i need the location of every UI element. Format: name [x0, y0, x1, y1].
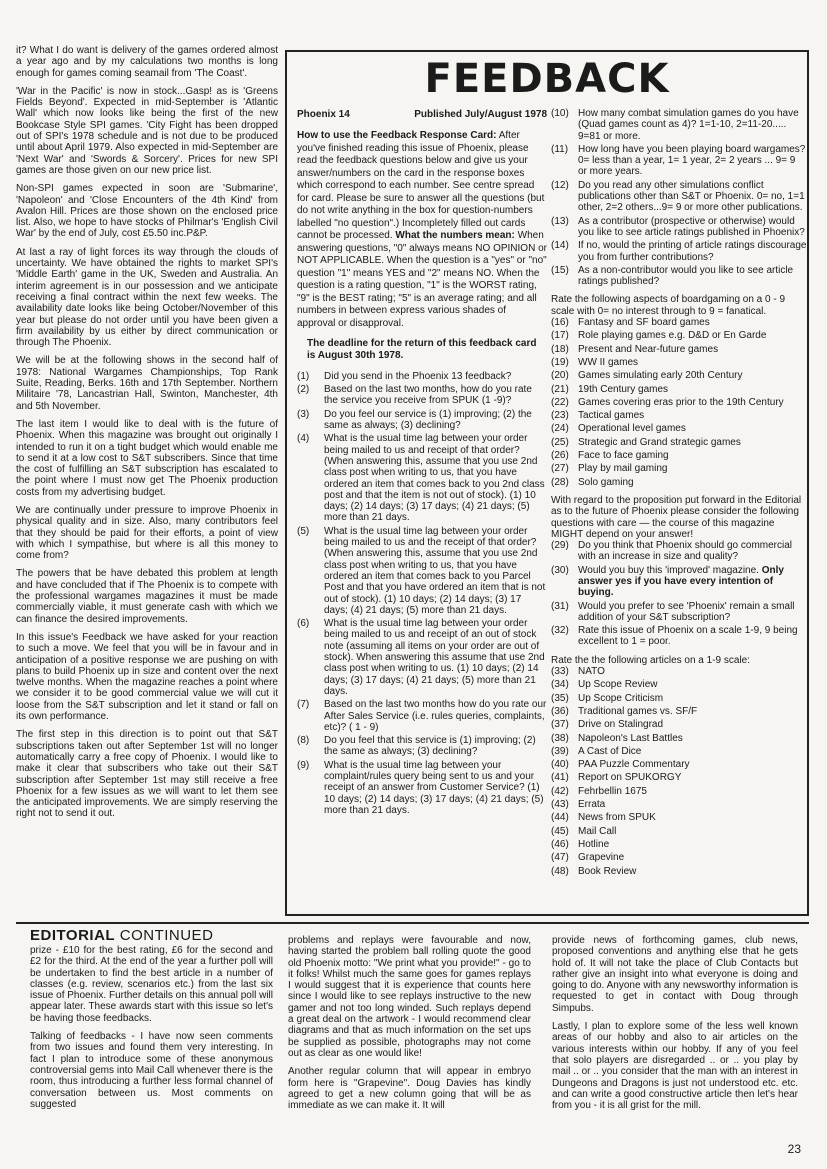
question-text — [578, 733, 807, 744]
question-body: What is the usual time lag between your order being mailed to us and receipt of that order? (When answering this, assume that you use 2nd class post when writing to us, that you have ordered an item that comes back to you 2nd class post and that the item is not out of stock). (1) 10 days; (2) 14 days; (3) 17 days; (4) 21 days; (5) more than 21 days. — [324, 433, 545, 524]
question-item — [551, 706, 807, 717]
question-item — [551, 144, 807, 178]
paragraph: At last a ray of light forces its way through the clouds of uncertainty. We have obtained the rights to market SPI's 'Middle Earth' game in the UK, Sweden and Australia. An interim agreement is in our possession and we anticipate receiving a final contract within the next few weeks. The availability date looks like being October/November of this year but please do not order until you have been given a firm availability by us either by direct communication or through The Phoenix. — [16, 246, 278, 349]
question-number: (31) — [551, 600, 569, 612]
question-body: Traditional games vs. SF/F — [578, 705, 698, 717]
question-body: Based on the last two months how do you rate our After Sales Service (i.e. rules queries, complaints, etc)? ( 1 - 9) — [324, 699, 547, 733]
question-list — [297, 371, 547, 816]
question-number: (22) — [551, 396, 569, 408]
question-text — [578, 144, 807, 178]
question-number: (36) — [551, 705, 569, 717]
question-body: Present and Near-future games — [578, 343, 719, 355]
question-number: (26) — [551, 450, 569, 462]
question-item — [551, 679, 807, 690]
question-text — [578, 679, 807, 690]
instructions-body: After you've finished reading this issue of Phoenix, please read the feedback questions below and give us your answer/numbers on the card in the response boxes which correspond to each number. See centre spread for card. Please be sure to answer all the questions (but do not write anything in the box for question-numbers labelled "no question".) Incompletely filled out cards cannot be processed. — [297, 130, 545, 242]
published-label: Published July/August 1978 — [414, 109, 547, 120]
question-item — [551, 216, 807, 239]
question-text — [324, 371, 547, 382]
question-body: Do you feel that this service is (1) improving; (2) the same as always; (3) declining? — [324, 735, 536, 758]
question-text — [578, 410, 807, 421]
question-text — [578, 180, 807, 214]
question-body: Mail Call — [578, 825, 617, 837]
question-text — [324, 409, 547, 432]
question-text — [324, 526, 547, 616]
paragraph: Lastly, I plan to explore some of the less well known areas of our hobby and also to air articles on the various interests within our hobby. If any of you feel that solo players are disregarded .. or .. you play by mail .. or .. you consider that the man with an interest in Dungeons and Dragons is just not understood etc. etc. and can write a good constructive article then let's hear from you - it is all grist for the mill. — [552, 1021, 798, 1112]
question-body: Fantasy and SF board games — [578, 317, 710, 329]
question-number: (30) — [551, 564, 569, 576]
question-number: (21) — [551, 383, 569, 395]
question-body: Report on SPUKORGY — [578, 772, 682, 784]
question-number: (4) — [297, 433, 310, 445]
question-body: If no, would the printing of article ratings discourage you from further contributions? — [578, 240, 807, 263]
question-number: (1) — [297, 370, 310, 382]
instructions-lead: How to use the Feedback Response Card: — [297, 130, 497, 142]
question-item — [297, 735, 547, 758]
question-item — [297, 409, 547, 432]
question-text — [578, 330, 807, 341]
question-item — [551, 786, 807, 797]
question-number: (48) — [551, 865, 569, 877]
future-question-list — [551, 540, 807, 623]
question-item: (32) Rate this issue of Phoenix on a scale 1-9, 9 being excellent to 1 = poor. — [551, 625, 798, 648]
question-text — [578, 706, 807, 717]
paragraph: Talking of feedbacks - I have now seen comments from two issues and found them very interesting. In fact I plan to introduce some of these anonymous controversial gems into Mail Call whenever there is the room, thus introducing a further less formal channel of conversation between us. Most comments on suggested — [30, 1031, 273, 1110]
question-item — [551, 477, 807, 488]
question-number: (6) — [297, 618, 310, 630]
question-body: Strategic and Grand strategic games — [578, 436, 741, 448]
question-body: 19th Century games — [578, 383, 669, 395]
deadline: The deadline for the return of this feedback card is August 30th 1978. — [307, 338, 537, 361]
question-number: (8) — [297, 735, 310, 747]
question-text — [578, 799, 807, 810]
question-body: What is the usual time lag between your complaint/rules query being sent to us and your receipt of an answer from Customer Service? (1) 10 days; (2) 14 days; (3) 17 days; (4) 21 days; (5) more than 21 days. — [324, 759, 544, 816]
question-item — [551, 410, 807, 421]
question-body: Face to face gaming — [578, 450, 669, 462]
question-item — [551, 108, 807, 142]
question-number: (3) — [297, 408, 310, 420]
question-item — [551, 437, 807, 448]
question-body: NATO — [578, 666, 605, 678]
article-list — [551, 666, 807, 877]
question-text — [578, 666, 807, 677]
question-text — [578, 370, 807, 381]
question-text — [578, 463, 807, 474]
question-number: (17) — [551, 330, 569, 342]
question-text — [578, 357, 807, 368]
question-body: Games covering eras prior to the 19th Century — [578, 396, 784, 408]
question-number: (18) — [551, 343, 569, 355]
question-body: Errata — [578, 799, 606, 811]
question-text — [578, 437, 807, 448]
question-item — [551, 866, 807, 877]
question-body: Up Scope Review — [578, 679, 658, 691]
question-emphasis: Only answer yes if you have every intention of buying. — [578, 564, 784, 599]
paragraph: it? What I do want is delivery of the games ordered almost a year ago and by my calculations two months is long enough for games coming seamail from 'The Coast'. — [16, 45, 278, 79]
question-body: Operational level games — [578, 423, 686, 435]
feedback-column-right — [551, 108, 807, 879]
question-item — [551, 759, 807, 770]
question-text — [324, 384, 547, 407]
question-number: (35) — [551, 692, 569, 704]
paragraph: We will be at the following shows in the second half of 1978: National Wargames Championships, Top Rank Suite, Reading, Berks. 16th and 17th September. Northern Militaire '78, Lancastrian Hall, Swinton, Manchester, 4th and 5th November. — [16, 355, 278, 412]
question-text — [578, 384, 807, 395]
aspect-list — [551, 317, 807, 488]
question-number: (27) — [551, 463, 569, 475]
question-text — [578, 477, 807, 488]
question-text — [578, 852, 807, 863]
articles-intro: Rate the the following articles on a 1-9 scale: — [551, 654, 750, 666]
question-item — [297, 526, 547, 616]
numbers-body: When answering questions, "0" always means NO OPINION or NOT APPLICABLE. When the question is a "yes" or "no" question "1" means YES and "2" means NO. When the question is a rating question, "1" is the WORST rating, "9" is the BEST rating; "5" is an average rating; and all numbers in between express various shades of approval or disapproval. — [297, 230, 547, 329]
question-body: Book Review — [578, 865, 637, 877]
question-text — [578, 866, 807, 877]
question-item — [551, 370, 807, 381]
question-body: Based on the last two months, how do you rate the service you receive from SPUK (1 -9)? — [324, 384, 532, 407]
feedback-column-left — [297, 109, 547, 818]
feedback-title: FEEDBACK — [424, 56, 670, 102]
question-text — [578, 423, 807, 434]
question-body: As a non-contributor would you like to see article ratings published? — [578, 264, 794, 288]
question-item — [297, 433, 547, 523]
question-item — [297, 618, 547, 697]
question-text — [578, 240, 807, 263]
question-text — [324, 618, 547, 697]
question-body: Do you feel our service is (1) improving; (2) the same as always; (3) declining? — [324, 408, 532, 432]
paragraph: We are continually under pressure to improve Phoenix in physical quality and in size. Also, many contributors feel that they should be paid for their efforts, a point of view with which I sympathise, but where is all this money to come from? — [16, 504, 278, 562]
question-item — [551, 719, 807, 730]
paragraph: The powers that be have debated this problem at length and have concluded that if The Phoenix is to compete with the professional wargames magazines it must be made commercially viable, it must generate cash with which we can finance the desired improvements. — [16, 568, 278, 625]
question-body: What is the usual time lag between your order being mailed to us and the receipt of that order? (When answering this, assume that you use 2nd class post when writing to us, that you have ordered an item that comes back to you Parcel Post and that you have ordered an item that is not out of stock). (1) 10 days; (2) 14 days; (3) 17 days; (4) 21 days; (5) more than 21 days. — [324, 525, 546, 616]
question-text — [578, 839, 807, 850]
question-item — [551, 357, 807, 368]
question-item — [551, 540, 807, 563]
question-number: (42) — [551, 785, 569, 797]
question-text — [578, 759, 807, 770]
question-text — [578, 397, 807, 408]
question-body: Games simulating early 20th Century — [578, 370, 743, 382]
question-body: Do you read any other simulations conflict publications other than S&T or Phoenix. 0= no, 1=1 other, 2=2 others...9= 9 or more other publications. — [578, 179, 805, 214]
question-body: Solo gaming — [578, 476, 634, 488]
question-item — [551, 423, 807, 434]
question-body: Fehrbellin 1675 — [578, 785, 647, 797]
question-body: How many combat simulation games do you have (Quad games count as 4)? 1=1-10, 2=11-20..... 9=81 or more. — [578, 108, 799, 142]
question-number: (16) — [551, 317, 569, 329]
question-body: Drive on Stalingrad — [578, 719, 664, 731]
question-item — [551, 565, 807, 599]
question-body: As a contributor (prospective or otherwise) would you like to see article ratings published in Phoenix? — [578, 215, 805, 238]
question-text — [578, 601, 807, 624]
paragraph: prize - £10 for the best rating, £6 for the second and £2 for the third. At the end of the year a further poll will be undertaken to find the best article in a number of classes (e.g. review, scenarios etc.) from the last six issue of Phoenix. Further details on this annual poll will appear later. These awards start with this issue so let's be having those feedbacks. — [30, 945, 273, 1024]
question-text — [578, 826, 807, 837]
editorial-column-1 — [30, 945, 273, 1117]
question-text — [578, 719, 807, 730]
question-number: (25) — [551, 436, 569, 448]
editorial-title: EDITORIAL CONTINUED — [30, 927, 214, 944]
section-divider — [16, 922, 809, 924]
editorial-column-2 — [288, 935, 531, 1118]
question-number: (24) — [551, 423, 569, 435]
question-text — [578, 108, 807, 142]
question-number: (5) — [297, 525, 310, 537]
instructions — [297, 130, 547, 330]
question-item — [551, 772, 807, 783]
question-body: Up Scope Criticism — [578, 692, 664, 704]
question-item — [551, 330, 807, 341]
paragraph: provide news of forthcoming games, club news, proposed conventions and anything else that he gets hold of. It will not take the place of Club Contacts but rather give an insight into what everyone is doing and going to do. Anyone with any newsworthy information is requested to get in contact with Doug through Simpubs. — [552, 935, 798, 1014]
question-number: (23) — [551, 410, 569, 422]
question-number: (20) — [551, 370, 569, 382]
question-number: (44) — [551, 812, 569, 824]
feedback-box — [285, 50, 809, 916]
paragraph: The first step in this direction is to point out that S&T subscriptions taken out after September 1st will no longer automatically carry a free copy of Phoenix. I would like to make it clear that subscribers who take out their S&T subscription after September 1st may still receive a free Phoenix for a few issues as we will want to let them see the anticipated improvements. We are simply reserving the right not to send it out. — [16, 729, 278, 820]
question-item — [551, 852, 807, 863]
question-body: News from SPUK — [578, 812, 656, 824]
paragraph: problems and replays were favourable and now, having started the problem ball rolling quote the good old Phoenix motto: "We print what you provide!" - go to it folks! Whilst much the same goes for games replays I would suggest that it is experience that counts here since I would like to see replays instructive to the new gamer and not too long winded. Such replays depend a great deal on the artwork - I would recommend clear diagrams and that as much information on the set ups be supplied as possible, photographs may not come out as clear as one would like! — [288, 935, 531, 1059]
question-body: PAA Puzzle Commentary — [578, 759, 690, 771]
question-text — [578, 746, 807, 757]
question-item — [551, 666, 807, 677]
question-text — [578, 450, 807, 461]
future-intro: With regard to the proposition put forward in the Editorial as to the future of Phoenix please consider the following questions with care — the course of this magazine MIGHT depend on your answer! — [551, 494, 802, 540]
question-item — [551, 799, 807, 810]
question-body: WW II games — [578, 356, 639, 368]
question-text — [324, 760, 547, 816]
question-number: (37) — [551, 719, 569, 731]
question-item — [551, 384, 807, 395]
question-text — [324, 433, 547, 523]
question-number: (39) — [551, 745, 569, 757]
question-number: (15) — [551, 264, 569, 276]
question-text — [578, 812, 807, 823]
question-text — [578, 344, 807, 355]
question-list — [551, 108, 807, 287]
question-number: (29) — [551, 540, 569, 552]
paragraph: In this issue's Feedback we have asked for your reaction to such a move. We feel that you will be in favour and in anticipation of a positive response we are pushing on with plans to build Phoenix up in size and content over the next twelve months. When the magazine reaches a point where we consider it to be good commercial value we will cut it loose from the S&T subscription and let it stand or fall on its own performance. — [16, 631, 278, 723]
question-number: (45) — [551, 825, 569, 837]
feedback-header — [297, 109, 547, 120]
editorial-column-3 — [552, 935, 798, 1118]
question-body: Did you send in the Phoenix 13 feedback? — [324, 370, 512, 382]
question-number: (10) — [551, 108, 569, 119]
question-item — [297, 699, 547, 733]
question-item — [297, 384, 547, 407]
page-number: 23 — [787, 1142, 801, 1156]
question-text — [578, 317, 807, 328]
question-item — [551, 463, 807, 474]
question-number: (41) — [551, 772, 569, 784]
question-item — [551, 265, 807, 288]
question-body: Hotline — [578, 838, 610, 850]
question-item — [551, 746, 807, 757]
question-item — [297, 371, 547, 382]
paragraph: The last item I would like to deal with is the future of Phoenix. When this magazine was brought out originally I intended to run it on a tight budget which would enable me to send it at a low cost to S&T subscribers. Since that time the cost of fulfilling an S&T subscription has escalated to the point where I must now get The Phoenix production costs from my advertising budget. — [16, 418, 278, 498]
question-number: (47) — [551, 852, 569, 864]
question-number: (13) — [551, 215, 569, 227]
question-item — [551, 601, 807, 624]
question-item — [551, 812, 807, 823]
question-text — [324, 699, 547, 733]
question-body: Napoleon's Last Battles — [578, 732, 683, 744]
question-item — [551, 240, 807, 263]
question-item — [551, 180, 807, 214]
question-item — [551, 344, 807, 355]
question-body: Grapevine — [578, 852, 625, 864]
issue-label: Phoenix 14 — [297, 109, 350, 120]
question-text — [324, 735, 547, 758]
question-text — [578, 786, 807, 797]
question-number: (46) — [551, 838, 569, 850]
question-body: What is the usual time lag between your order being mailed to us and receipt of an out of stock note (assuming all items on your order are out of stock). When answering this assume that use 2nd class post when writing to us. (1) 10 days; (2) 14 days; (3) 17 days; (4) 21 days; (5) more than 21 days. — [324, 618, 545, 697]
paragraph: Another regular column that will appear in embryo form here is "Grapevine". Doug Davies has kindly agreed to get a new column going that will be as immediate as we can make it. It will — [288, 1066, 531, 1112]
question-item — [551, 826, 807, 837]
question-body: Do you think that Phoenix should go commercial with an increase in size and quality? — [578, 540, 793, 563]
rating-question — [551, 625, 807, 648]
question-text — [578, 540, 807, 563]
question-item — [297, 760, 547, 816]
question-text — [578, 265, 807, 288]
question-number: (34) — [551, 679, 569, 691]
rate-intro: Rate the following aspects of boardgaming on a 0 - 9 scale with 0= no interest through to 9 = fanatical. — [551, 294, 786, 317]
question-body: How long have you been playing board wargames? 0= less than a year, 1= 1 year, 2= 2 years ... 9= 9 or more years. — [578, 143, 806, 178]
question-number: (14) — [551, 240, 569, 252]
question-body: Tactical games — [578, 410, 645, 422]
question-item — [551, 839, 807, 850]
numbers-lead: What the numbers mean: — [395, 230, 515, 242]
question-number: (38) — [551, 732, 569, 744]
question-text — [578, 565, 807, 599]
question-body: Would you prefer to see 'Phoenix' remain a small addition of your S&T subscription? — [578, 600, 795, 623]
question-number: (33) — [551, 666, 569, 678]
left-column — [16, 45, 278, 827]
question-body: Role playing games e.g. D&D or En Garde — [578, 330, 767, 342]
question-number: (19) — [551, 356, 569, 368]
question-body: A Cast of Dice — [578, 745, 642, 757]
question-number: (28) — [551, 476, 569, 488]
question-number: (9) — [297, 759, 310, 771]
question-number: (43) — [551, 799, 569, 811]
question-number: (11) — [551, 143, 569, 155]
question-item — [551, 693, 807, 704]
paragraph: 'War in the Pacific' is now in stock...Gasp! as is 'Greens Fields Beyond'. Expected in mid-September is 'Atlantic Wall' which now looks like being the first of the new Bookcase Style SPI games. 'City Fight has been dropped out of SPI's 1978 schedule and is not due to be produced until about April 1979. Also expected in mid-September are 'Next War' and 'Swords & Sorcery'. Prices for new SPI games are those given on our new price list. — [16, 85, 278, 176]
paragraph: Non-SPI games expected in soon are 'Submarine', 'Napoleon' and 'Close Encounters of the 4th Kind' from Avalon Hill. Prices are those shown on the enclosed price list. Also, we hope to have stocks of Philmar's 'English Civil War' by the end of July, cost £5.50 inc.P&P. — [16, 183, 278, 240]
question-text — [578, 216, 807, 239]
question-item — [551, 397, 807, 408]
question-item — [551, 317, 807, 328]
question-number: (40) — [551, 759, 569, 771]
question-text — [578, 772, 807, 783]
question-body: Play by mail gaming — [578, 463, 668, 475]
question-number: (12) — [551, 179, 569, 191]
question-number: (2) — [297, 384, 310, 396]
question-number: (7) — [297, 699, 310, 711]
question-item — [551, 733, 807, 744]
question-body: Would you buy this 'improved' magazine. — [578, 564, 759, 576]
question-text — [578, 693, 807, 704]
question-item — [551, 450, 807, 461]
